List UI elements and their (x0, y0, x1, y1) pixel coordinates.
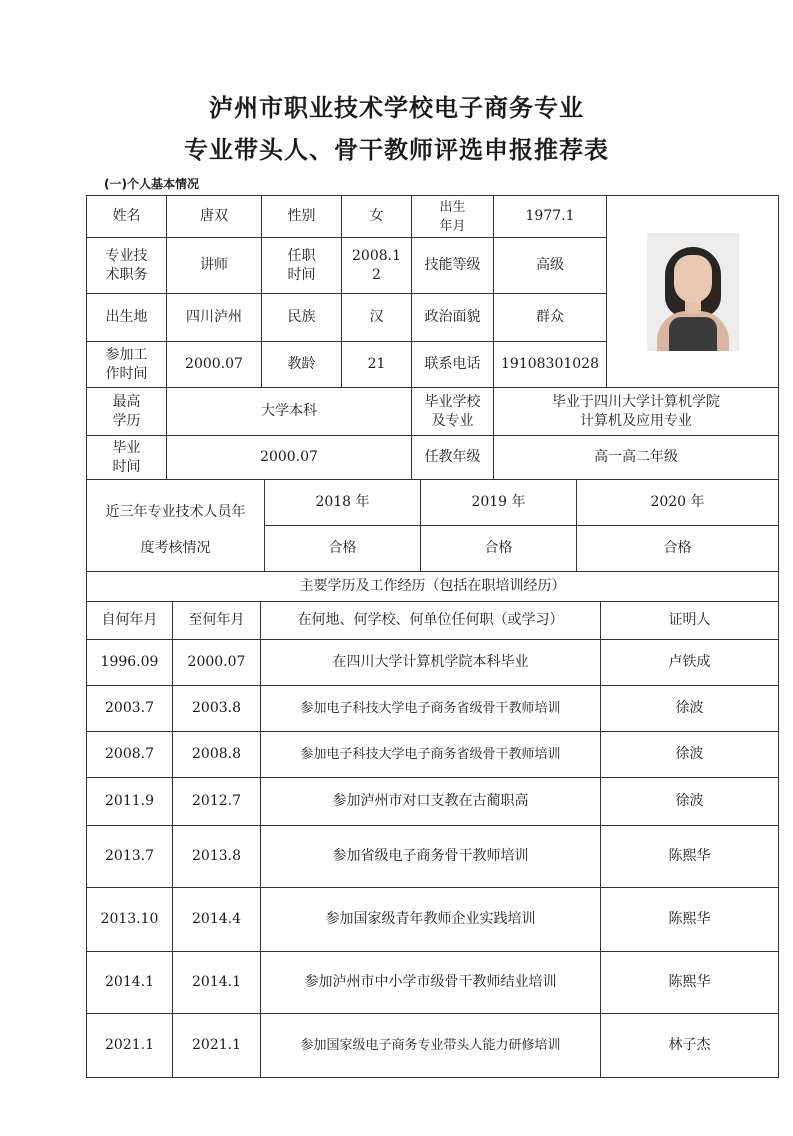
title-label (87, 238, 167, 294)
table-row (87, 888, 779, 952)
history-desc: 在四川大学计算机学院本科毕业 (261, 640, 601, 686)
basic-info-table (86, 195, 779, 480)
grad-time-label-line-2: 时间 (112, 458, 141, 475)
history-to: 2000.07 (173, 640, 261, 686)
edu-label-line-2: 学历 (112, 412, 141, 429)
gender-value: 女 (342, 196, 412, 238)
history-col-witness: 证明人 (601, 602, 779, 640)
assessment-label-1: 近三年专业技术人员年 (87, 480, 265, 526)
history-from: 2021.1 (87, 1014, 173, 1078)
history-from: 2013.10 (87, 888, 173, 952)
history-from: 2011.9 (87, 778, 173, 826)
table-row (87, 732, 779, 778)
title-label-line-1: 专业技 (105, 247, 148, 264)
birthplace-label: 出生地 (87, 294, 167, 342)
history-to: 2013.8 (173, 826, 261, 888)
assessment-label-2: 度考核情况 (87, 526, 265, 572)
history-from: 2013.7 (87, 826, 173, 888)
assessment-year: 2018 年 (265, 480, 421, 526)
grad-time-label-line-1: 毕业 (112, 439, 141, 456)
assessment-result: 合格 (421, 526, 577, 572)
grad-school-label (412, 388, 494, 436)
history-witness: 卢铁成 (601, 640, 779, 686)
form-title-line-1: 泸州市职业技术学校电子商务专业 (209, 93, 584, 122)
teaching-years-value: 21 (342, 342, 412, 388)
history-from: 1996.09 (87, 640, 173, 686)
name-value: 唐双 (167, 196, 262, 238)
grad-school-value (494, 388, 779, 436)
history-witness: 陈熙华 (601, 952, 779, 1014)
birth-label-line-2: 年月 (439, 218, 466, 234)
history-to: 2008.8 (173, 732, 261, 778)
appoint-value-line-2: 2 (372, 266, 381, 283)
appoint-value (342, 238, 412, 294)
history-to: 2012.7 (173, 778, 261, 826)
history-table (86, 571, 779, 1078)
table-row (87, 640, 779, 686)
edu-value: 大学本科 (167, 388, 412, 436)
name-label: 姓名 (87, 196, 167, 238)
grad-time-value: 2000.07 (167, 436, 412, 480)
grade-value: 高一高二年级 (494, 436, 779, 480)
title-label-line-2: 术职务 (105, 266, 148, 283)
gender-label: 性别 (262, 196, 342, 238)
history-witness: 林子杰 (601, 1014, 779, 1078)
form-title-line-2: 专业带头人、骨干教师评选申报推荐表 (184, 135, 609, 164)
appoint-label-line-1: 任职 (287, 247, 316, 264)
history-witness: 徐波 (601, 732, 779, 778)
table-row (87, 686, 779, 732)
political-label: 政治面貌 (412, 294, 494, 342)
history-from: 2014.1 (87, 952, 173, 1014)
phone-value: 19108301028 (494, 342, 607, 388)
history-witness: 陈熙华 (601, 826, 779, 888)
teaching-years-label: 教龄 (262, 342, 342, 388)
history-to: 2014.1 (173, 952, 261, 1014)
id-photo (647, 233, 739, 351)
history-witness: 徐波 (601, 686, 779, 732)
history-to: 2014.4 (173, 888, 261, 952)
history-from: 2003.7 (87, 686, 173, 732)
history-col-to: 至何年月 (173, 602, 261, 640)
table-row (87, 952, 779, 1014)
grad-school-label-line-2: 及专业 (431, 412, 474, 429)
work-start-value: 2000.07 (167, 342, 262, 388)
appoint-label-line-2: 时间 (287, 266, 316, 283)
grade-label: 任教年级 (412, 436, 494, 480)
edu-label-line-1: 最高 (112, 393, 141, 410)
history-from: 2008.7 (87, 732, 173, 778)
work-start-label (87, 342, 167, 388)
assessment-year: 2019 年 (421, 480, 577, 526)
history-col-from: 自何年月 (87, 602, 173, 640)
table-row (87, 778, 779, 826)
grad-school-value-line-1: 毕业于四川大学计算机学院 (552, 393, 720, 410)
grad-time-label (87, 436, 167, 480)
history-desc: 参加电子科技大学电子商务省级骨干教师培训 (261, 686, 601, 732)
history-desc: 参加泸州市中小学市级骨干教师结业培训 (261, 952, 601, 1014)
political-value: 群众 (494, 294, 607, 342)
history-to: 2021.1 (173, 1014, 261, 1078)
assessment-table (86, 479, 779, 572)
appoint-label (262, 238, 342, 294)
assessment-year: 2020 年 (577, 480, 779, 526)
birth-label-line-1: 出生 (439, 199, 466, 215)
work-start-label-line-1: 参加工 (105, 346, 148, 363)
birthplace-value: 四川泸州 (167, 294, 262, 342)
table-row (87, 826, 779, 888)
history-to: 2003.8 (173, 686, 261, 732)
ethnicity-value: 汉 (342, 294, 412, 342)
history-heading: 主要学历及工作经历（包括在职培训经历） (87, 572, 779, 602)
assessment-result: 合格 (265, 526, 421, 572)
history-col-desc: 在何地、何学校、何单位任何职（或学习） (261, 602, 601, 640)
assessment-result: 合格 (577, 526, 779, 572)
history-desc: 参加国家级电子商务专业带头人能力研修培训 (261, 1014, 601, 1078)
appoint-value-line-1: 2008.1 (352, 247, 401, 264)
history-witness: 陈熙华 (601, 888, 779, 952)
title-value: 讲师 (167, 238, 262, 294)
grad-school-value-line-2: 计算机及应用专业 (580, 412, 692, 429)
history-witness: 徐波 (601, 778, 779, 826)
ethnicity-label: 民族 (262, 294, 342, 342)
history-desc: 参加国家级青年教师企业实践培训 (261, 888, 601, 952)
skill-value: 高级 (494, 238, 607, 294)
skill-label: 技能等级 (412, 238, 494, 294)
grad-school-label-line-1: 毕业学校 (424, 393, 481, 410)
history-desc: 参加电子科技大学电子商务省级骨干教师培训 (261, 732, 601, 778)
photo-cell (607, 196, 779, 388)
phone-label: 联系电话 (412, 342, 494, 388)
section-label: (一)个人基本情况 (104, 177, 199, 191)
history-desc: 参加省级电子商务骨干教师培训 (261, 826, 601, 888)
birth-value: 1977.1 (494, 196, 607, 238)
edu-label (87, 388, 167, 436)
table-row (87, 1014, 779, 1078)
birth-label (412, 196, 494, 238)
history-desc: 参加泸州市对口支教在古蔺职高 (261, 778, 601, 826)
work-start-label-line-2: 作时间 (105, 365, 148, 382)
